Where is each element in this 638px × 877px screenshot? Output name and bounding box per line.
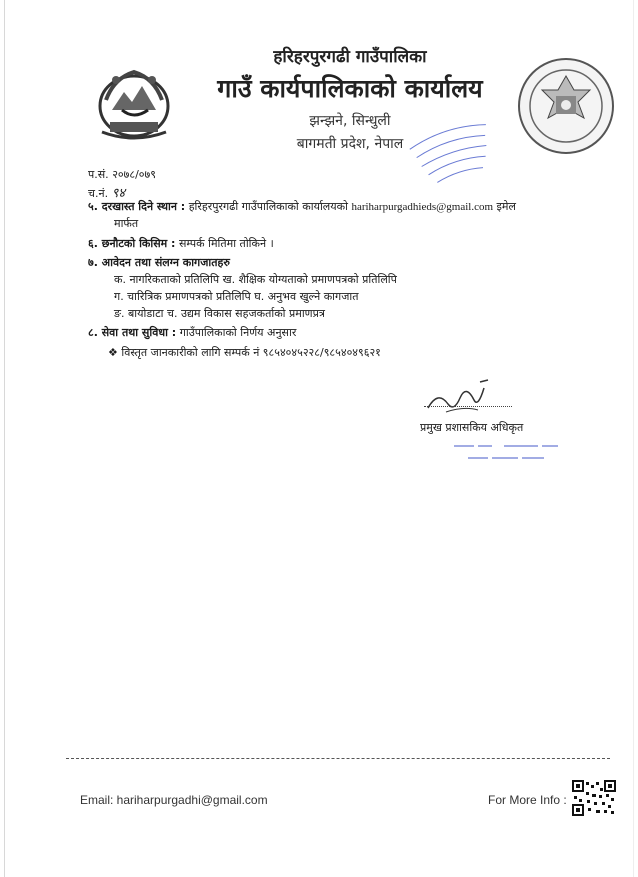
office-name: गाउँ कार्यपालिकाको कार्यालय [217, 74, 483, 103]
bullet-icon: ❖ [108, 346, 118, 359]
section-documents [88, 255, 230, 270]
cn-label: च.नं. [88, 187, 109, 200]
footer-more-info: For More Info : [488, 793, 567, 807]
qr-code-icon [572, 780, 616, 816]
s7-label: ७. आवेदन तथा संलग्न कागजातहरु [88, 256, 230, 269]
reference-number [88, 167, 156, 182]
s8-label: ८. सेवा तथा सुविधा : [88, 326, 177, 339]
s5-label: ५. दरखास्त दिने स्थान : [88, 200, 186, 213]
province-name: बागमती प्रदेश, नेपाल [296, 136, 404, 152]
document-item [114, 306, 325, 321]
footer-email: Email: hariharpurgadhi@gmail.com [80, 793, 268, 807]
nepal-emblem-logo [92, 60, 176, 146]
ps-label: प.सं. [88, 168, 109, 181]
document-item-text: क. नागरिकताको प्रतिलिपि ख. शैक्षिक योग्यताको प्रमाणपत्रको प्रतिलिपि [114, 273, 397, 286]
officer-stamp [448, 440, 568, 468]
signature [418, 378, 498, 418]
signatory-title: प्रमुख प्रशासकिय अधिकृत [420, 421, 524, 434]
section-selection-type [88, 236, 274, 251]
section-application-place [88, 199, 588, 215]
ps-value: २०७८/०७९ [112, 168, 156, 181]
s6-text: सम्पर्क मितिमा तोकिने । [178, 237, 274, 250]
section-application-place-line2 [114, 216, 138, 231]
municipality-name: हरिहरपुरगढी गाउँपालिका [273, 47, 427, 67]
s8-text: गाउँपालिकाको निर्णय अनुसार [179, 326, 297, 339]
document-item [114, 272, 397, 287]
municipality-seal-logo [516, 56, 616, 156]
signature-line [424, 406, 512, 407]
s5-line2: मार्फत [114, 217, 139, 230]
document-item-text: ङ. बायोडाटा च. उद्यम विकास सहजकर्ताको प्रमाणप्रत्र [114, 307, 325, 320]
contact-line [108, 345, 381, 360]
document-item-text: ग. चारित्रिक प्रमाणपत्रको प्रतिलिपि घ. अनुभव खुल्ने कागजात [114, 290, 359, 303]
s5-tail: इमेल [496, 200, 516, 213]
cn-value: ९४ [111, 186, 126, 201]
section-service-facility [88, 325, 296, 340]
document-item [114, 289, 358, 304]
office-address: झन्झने, सिन्धुली [309, 113, 391, 129]
s5-text: हरिहरपुरगढी गाउँपालिकाको कार्यालयको [188, 200, 348, 213]
contact-text: विस्तृत जानकारीको लागि सम्पर्क नं ९८५४०४५२२८/९८५४०४९६२१ [121, 346, 381, 359]
s6-label: ६. छनौटको किसिम : [88, 237, 176, 250]
footer-divider [66, 758, 610, 759]
s5-email: hariharpurgadhieds@gmail.com [351, 201, 494, 213]
